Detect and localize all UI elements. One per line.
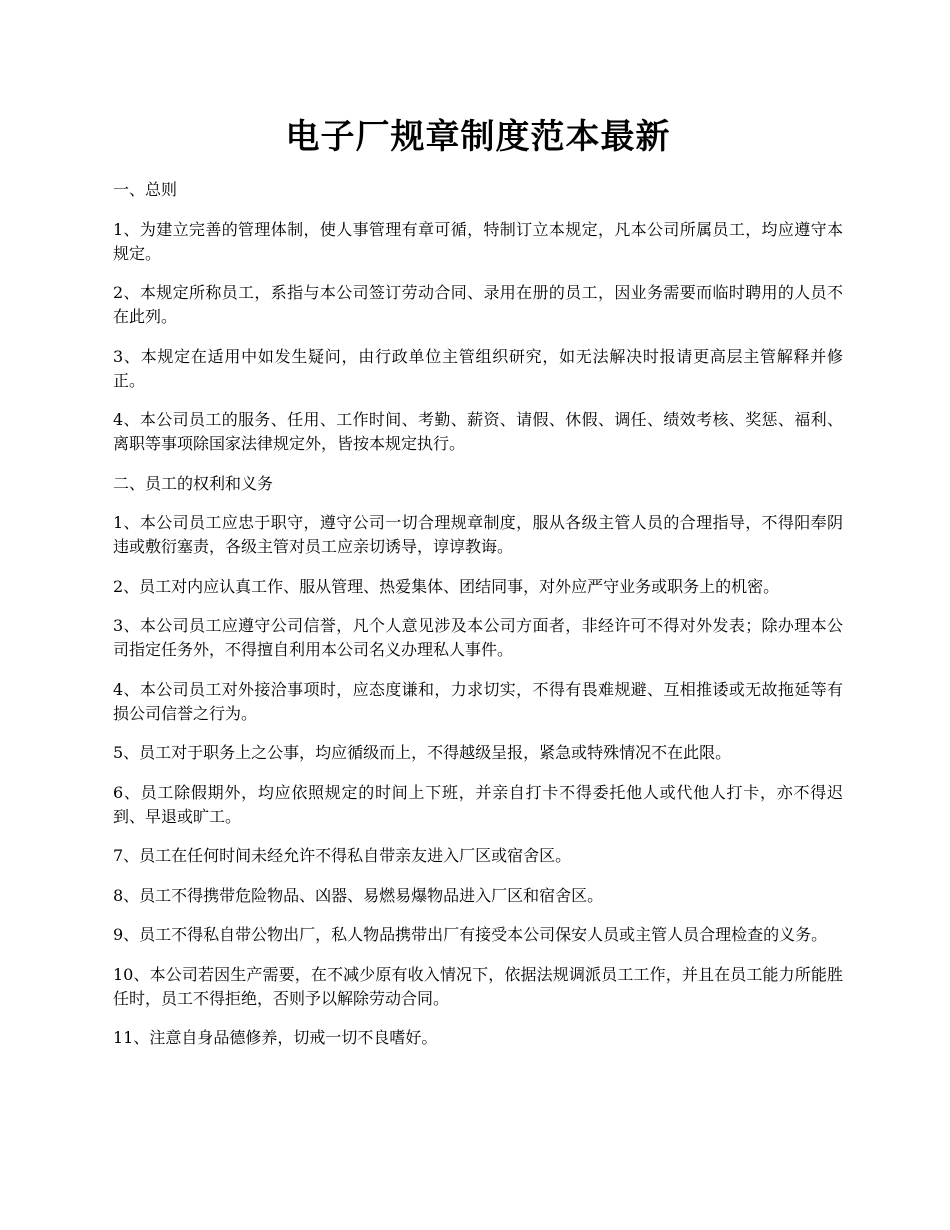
paragraph: 4、本公司员工的服务、任用、工作时间、考勤、薪资、请假、休假、调任、绩效考核、奖惩、福利、离职等事项除国家法律规定外，皆按本规定执行。 <box>113 410 843 453</box>
paragraph: 4、本公司员工对外接洽事项时，应态度谦和，力求切实，不得有畏难规避、互相推诿或无故拖延等有损公司信誉之行为。 <box>113 679 843 723</box>
paragraph: 2、本规定所称员工，系指与本公司签订劳动合同、录用在册的员工，因业务需要而临时聘用的人员不在此列。 <box>113 283 843 326</box>
section-heading-general: 一、总则 <box>113 180 178 199</box>
paragraph: 3、本公司员工应遵守公司信誉，凡个人意见涉及本公司方面者，非经许可不得对外发表；除办理本公司指定任务外，不得擅自利用本公司名义办理私人事件。 <box>113 616 843 659</box>
paragraph: 6、员工除假期外，均应依照规定的时间上下班，并亲自打卡不得委托他人或代他人打卡，亦不得迟到、早退或旷工。 <box>113 782 843 826</box>
paragraph: 7、员工在任何时间未经允许不得私自带亲友进入厂区或宿舍区。 <box>113 846 572 865</box>
paragraph: 5、员工对于职务上之公事，均应循级而上，不得越级呈报，紧急或特殊情况不在此限。 <box>113 743 732 762</box>
paragraph: 10、本公司若因生产需要，在不减少原有收入情况下，依据法规调派员工工作，并且在员工能力所能胜任时，员工不得拒绝，否则予以解除劳动合同。 <box>113 964 843 1008</box>
paragraph: 3、本规定在适用中如发生疑问，由行政单位主管组织研究，如无法解决时报请更高层主管解释并修正。 <box>113 346 843 390</box>
document-title: 电子厂规章制度范本最新 <box>285 117 671 157</box>
paragraph: 1、为建立完善的管理体制，使人事管理有章可循，特制订立本规定，凡本公司所属员工，均应遵守本规定。 <box>113 219 843 263</box>
document-body <box>113 178 843 1066</box>
section-heading-rights-duties: 二、员工的权利和义务 <box>113 473 274 493</box>
paragraph: 1、本公司员工应忠于职守，遵守公司一切合理规章制度，服从各级主管人员的合理指导，不得阳奉阴违或敷衍塞责，各级主管对员工应亲切诱导，谆谆教诲。 <box>113 513 843 556</box>
paragraph: 9、员工不得私自带公物出厂，私人物品携带出厂有接受本公司保安人员或主管人员合理检查的义务。 <box>113 925 828 944</box>
paragraph: 8、员工不得携带危险物品、凶器、易燃易爆物品进入厂区和宿舍区。 <box>113 885 604 905</box>
paragraph: 2、员工对内应认真工作、服从管理、热爱集体、团结同事，对外应严守业务或职务上的机密。 <box>113 576 780 596</box>
paragraph: 11、注意自身品德修养，切戒一切不良嗜好。 <box>113 1028 438 1047</box>
